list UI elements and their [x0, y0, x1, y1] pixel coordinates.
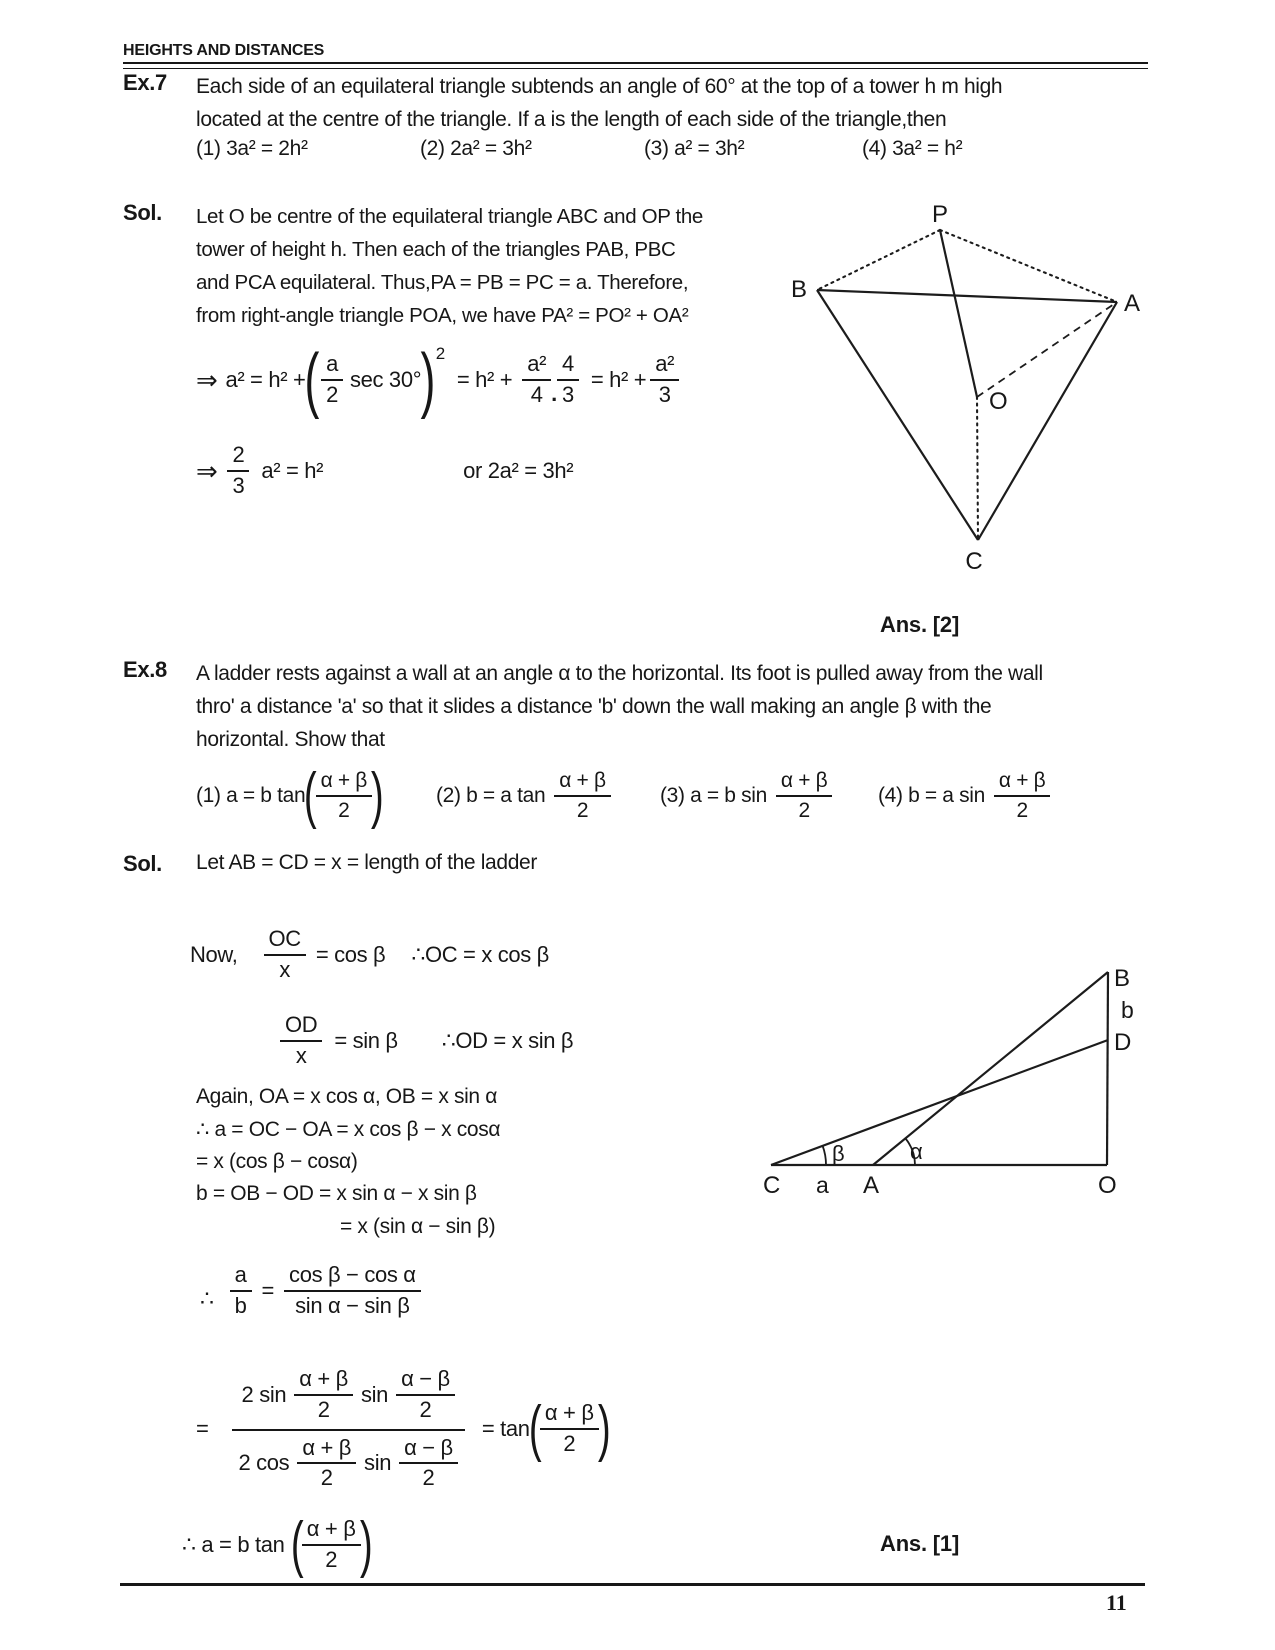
eq-rhs: = cos β: [315, 942, 386, 967]
final-lhs: ∴ a = b tan: [182, 1532, 285, 1557]
vertex-label-O: O: [989, 388, 1008, 415]
ex7-option-4: (4) 3a² = h²: [862, 137, 963, 160]
equals-sign: =: [261, 1278, 275, 1303]
frac-den: 2: [1016, 799, 1028, 822]
ex8-option-2: [436, 760, 611, 832]
paren-open: (: [304, 339, 320, 420]
ex7-equation-1: [196, 340, 679, 420]
frac-den: 3: [232, 473, 245, 498]
therefore-sign: ∴: [200, 1286, 214, 1311]
paren-close: ): [420, 339, 436, 420]
vertex-label-C: C: [965, 548, 983, 575]
frac-den: x: [279, 957, 290, 982]
frac-den: 2: [422, 1465, 435, 1491]
frac-den: 2: [317, 1396, 330, 1422]
paren-close: ): [370, 761, 384, 831]
frac-2-3: [227, 443, 249, 498]
frac-num: α + β: [554, 769, 610, 797]
ex7-option-3: (3) a² = 3h²: [644, 137, 745, 160]
edge-PO: [940, 230, 977, 397]
frac-den: x: [295, 1043, 307, 1068]
frac-num: α − β: [399, 1436, 458, 1465]
frac-num: α + β: [297, 1436, 356, 1465]
paren-open: (: [290, 1510, 303, 1580]
frac-den: 2: [326, 382, 338, 407]
ex8-answer: Ans. [1]: [880, 1531, 960, 1556]
big-fraction-denominator: [229, 1431, 468, 1494]
ex8-sol-label: Sol.: [123, 851, 162, 876]
frac-den: 2: [419, 1396, 432, 1422]
point-label-A: A: [863, 1172, 880, 1199]
frac-den: 3: [658, 382, 671, 407]
ex7-statement: [196, 70, 1002, 136]
eq2-lhs: a² = h²: [261, 458, 324, 483]
vertex-label-B: B: [790, 276, 807, 303]
vertex-label-A: A: [1124, 290, 1141, 317]
frac-a2-4: [522, 352, 551, 407]
frac-den: 2: [563, 1431, 576, 1456]
ex7-label: Ex.7: [123, 70, 167, 95]
frac-4-3: [557, 352, 579, 407]
frac-a-2: [321, 352, 343, 407]
ex7-equation-2: [196, 438, 573, 504]
big-fraction: [229, 1364, 468, 1494]
frac-apb-2: [297, 1436, 356, 1491]
header-rule: [123, 62, 1148, 69]
term: 2 cos: [238, 1450, 290, 1476]
paren-power: 2: [435, 344, 445, 363]
frac-a2-3: [650, 352, 679, 407]
term: sin: [360, 1381, 389, 1407]
ex8-line-b: b = OB − OD = x sin α − x sin β: [196, 1182, 477, 1205]
frac-a-b: [230, 1263, 252, 1318]
frac-OC-x: [264, 927, 306, 982]
frac-den: 2: [320, 1465, 333, 1491]
ex7-option-2: (2) 2a² = 3h²: [420, 137, 532, 160]
paren-close: ): [359, 1510, 372, 1580]
edge-BA: [817, 290, 1117, 302]
option-text: (4) b = a sin: [878, 784, 985, 807]
frac-num: a²: [650, 352, 679, 381]
ex8-sol-line1: Let AB = CD = x = length of the ladder: [196, 851, 538, 874]
frac-num: cos β − cos α: [284, 1263, 421, 1292]
point-label-D: D: [1114, 1029, 1132, 1056]
frac-num: a: [321, 352, 343, 381]
ex8-eq-ab: [200, 1256, 421, 1326]
frac-ab-2: [316, 769, 372, 822]
paren-open: (: [528, 1394, 542, 1464]
eq-rhs: = tan: [481, 1416, 530, 1441]
frac-apb-2: [294, 1367, 353, 1422]
frac-num: α − β: [396, 1367, 455, 1396]
frac-num: α + β: [294, 1367, 353, 1396]
eq2-alt: or 2a² = 3h²: [463, 458, 574, 483]
ex7-sol-label: Sol.: [123, 200, 162, 225]
frac-amb-2: [396, 1367, 455, 1422]
eq-conclusion: ∴OC = x cos β: [411, 942, 549, 967]
frac-apb-2: [540, 1401, 599, 1456]
frac-den: sin α − sin β: [295, 1293, 410, 1318]
frac-den: 2: [798, 799, 810, 822]
frac-den: 2: [325, 1547, 338, 1572]
sec-term: sec 30°: [349, 367, 422, 392]
point-label-C: C: [763, 1172, 781, 1199]
ex8-statement: [196, 657, 1043, 756]
implies-arrow: ⇒: [196, 455, 218, 486]
option-text: (1) a = b tan: [196, 784, 306, 807]
point-label-B: B: [1114, 965, 1131, 992]
eq1-rhs: = h² +: [590, 367, 647, 392]
ex8-line-b2: = x (sin α − sin β): [340, 1215, 496, 1238]
edge-PB-dotted: [817, 230, 940, 290]
frac-ab-2: [554, 769, 610, 822]
ex8-line-again: Again, OA = x cos α, OB = x sin α: [196, 1085, 498, 1108]
footer-rule: [120, 1583, 1145, 1586]
eq-conclusion: ∴OD = x sin β: [441, 1028, 574, 1053]
ex7-sol-line3: and PCA equilateral. Thus,PA = PB = PC = a. Therefore,: [196, 271, 689, 294]
frac-den: 4: [530, 382, 543, 407]
big-fraction-numerator: [232, 1364, 465, 1430]
frac-apb-2: [302, 1517, 361, 1572]
ex7-answer: Ans. [2]: [880, 612, 960, 637]
implies-arrow: ⇒: [196, 364, 218, 395]
edge-BC: [817, 290, 978, 540]
vertex-label-P: P: [931, 201, 949, 228]
wall-line-OB: [1107, 972, 1108, 1165]
frac-den: 3: [561, 382, 574, 407]
frac-OD-x: [280, 1013, 322, 1068]
ex7-line2: located at the centre of the triangle. If a is the length of each side of the triangle,then: [196, 108, 947, 131]
frac-amb-2: [399, 1436, 458, 1491]
ex8-eq-oc: [190, 922, 549, 988]
ex8-line3: horizontal. Show that: [196, 728, 385, 751]
ex7-sol-line4: from right-angle triangle POA, we have PA² = PO² + OA²: [196, 304, 689, 327]
angle-label-beta: β: [832, 1141, 845, 1166]
frac-num: α + β: [540, 1401, 599, 1430]
frac-num: α + β: [316, 769, 372, 797]
frac-den: 2: [338, 799, 350, 822]
ex7-sol-line1: Let O be centre of the equilateral triangle ABC and OP the: [196, 205, 703, 228]
frac-num: OC: [264, 927, 306, 956]
frac-num: a²: [522, 352, 551, 381]
frac-ab-2: [776, 769, 832, 822]
ex8-line1: A ladder rests against a wall at an angle α to the horizontal. Its foot is pulled away from the wall: [196, 662, 1043, 685]
multiply-dot: .: [551, 381, 557, 406]
edge-AC: [978, 302, 1117, 540]
paren-close: ): [597, 1394, 611, 1464]
equals-sign: =: [196, 1416, 209, 1441]
ex8-eq-big: [196, 1362, 609, 1496]
ex8-final: [182, 1508, 371, 1582]
ex7-diagram: [755, 195, 1155, 580]
now-label: Now,: [190, 942, 238, 967]
ex7-line1: Each side of an equilateral triangle subtends an angle of 60° at the top of a tower h m high: [196, 75, 1003, 98]
eq-rhs: = sin β: [334, 1028, 398, 1053]
ex8-line-a: ∴ a = OC − OA = x cos β − x cosα: [196, 1118, 501, 1141]
ex7-option-1: (1) 3a² = 2h²: [196, 137, 308, 160]
segment-label-b: b: [1121, 997, 1134, 1023]
eq1-mid: = h² +: [456, 367, 513, 392]
term: 2 sin: [241, 1381, 287, 1407]
segment-label-a: a: [816, 1172, 829, 1198]
angle-label-alpha: α: [910, 1139, 923, 1164]
frac-ab-2: [994, 769, 1050, 822]
frac-den: 2: [576, 799, 589, 822]
paren-open: (: [304, 761, 317, 831]
frac-num: a: [230, 1263, 252, 1292]
option-text: (3) a = b sin: [660, 784, 767, 807]
frac-num: α + β: [302, 1517, 361, 1546]
frac-num: α + β: [994, 769, 1050, 797]
page-header: [123, 42, 1148, 69]
ex8-option-1: [196, 760, 382, 832]
ex7-sol-text: [196, 200, 703, 332]
edge-PA-dotted: [940, 230, 1117, 302]
ex8-option-3: [660, 760, 832, 832]
frac-cos-sin: [284, 1263, 421, 1318]
term: sin: [364, 1450, 392, 1476]
point-label-O: O: [1098, 1172, 1117, 1199]
ex8-diagram: [713, 946, 1158, 1201]
ladder-CD: [771, 1040, 1108, 1165]
ladder-AB: [873, 972, 1108, 1165]
edge-OA-dashed: [977, 302, 1117, 397]
ex8-label: Ex.8: [123, 657, 167, 682]
page-title: HEIGHTS AND DISTANCES: [123, 42, 325, 59]
frac-num: 4: [557, 352, 579, 381]
ex8-line2: thro' a distance 'a' so that it slides a distance 'b' down the wall making an angle β with the: [196, 695, 992, 718]
frac-num: OD: [280, 1013, 322, 1042]
frac-num: 2: [227, 443, 249, 472]
ex7-sol-line2: tower of height h. Then each of the triangles PAB, PBC: [196, 238, 676, 261]
ex8-eq-od: [280, 1008, 573, 1074]
eq1-lhs: a² = h² +: [225, 367, 306, 392]
ex8-line-a2: = x (cos β − cosα): [196, 1150, 358, 1173]
ex8-option-4: [878, 760, 1050, 832]
page-number: 11: [1106, 1590, 1127, 1615]
angle-arc-beta: [823, 1146, 827, 1166]
edge-OC-dotted: [977, 397, 978, 540]
frac-num: α + β: [776, 769, 832, 797]
option-text: (2) b = a tan: [436, 784, 546, 807]
frac-den: b: [234, 1293, 247, 1318]
